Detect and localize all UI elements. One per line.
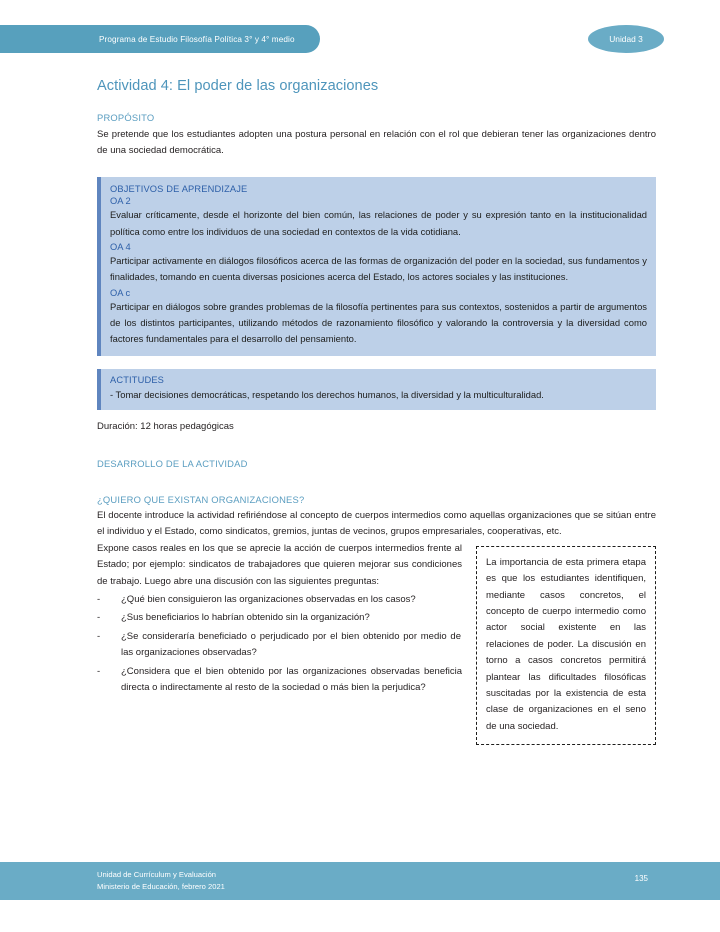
bullet-dash-icon: - [97, 665, 101, 677]
objectives-box [97, 177, 656, 356]
question-text-2: ¿Sus beneficiarios lo habrían obtenido sin la organización? [121, 612, 370, 624]
objectives-heading: OBJETIVOS DE APRENDIZAJE [110, 184, 248, 195]
list-item [97, 610, 462, 626]
proposito-text: Se pretende que los estudiantes adopten una postura personal en relación con el rol que debieran tener las organizaciones dentro de una sociedad democrática. [97, 129, 656, 157]
page-number: 135 [634, 874, 648, 883]
objective-text-oac: Participar en diálogos sobre grandes problemas de la filosofía pertinentes para sus contextos, sostenidos a partir de argumentos de los distintos participantes, utilizando métodos de razonamiento filosófico y valorando la controversia y la diversidad como factores fundamentales para el desarrollo del pensamiento. [110, 300, 647, 345]
objective-text-oa2: Evaluar críticamente, desde el horizonte del bien común, las relaciones de poder y su expresión tanto en la institucionalidad política como entre los individuos de una sociedad en contextos de la vida cotidiana. [110, 209, 647, 237]
development-paragraph-2: Expone casos reales en los que se aprecie la acción de cuerpos intermedios frente al Estado; por ejemplo: sindicatos de trabajadores que quieren mejorar sus condiciones de trabajo. Luego abre una discusión con las siguientes preguntas: [97, 542, 462, 587]
footer-institution [97, 869, 225, 893]
proposito-label: PROPÓSITO [97, 112, 155, 123]
footer-line-1: Unidad de Currículum y Evaluación [97, 870, 217, 879]
question-text-1: ¿Qué bien consiguieron las organizaciones observadas en los casos? [121, 594, 416, 606]
question-text-4: ¿Considera que el bien obtenido por las organizaciones observadas beneficia directa o indirectamente al resto de la sociedad o más bien la perjudica? [121, 665, 462, 694]
development-body [97, 508, 656, 749]
objective-text-oa4: Participar activamente en diálogos filosóficos acerca de las formas de organización del poder en la sociedad, sus fundamentos y finalidades, tomando en cuenta diversas posiciones acerca del Estado, los actores sociales y las instituciones. [110, 255, 647, 283]
header-program-bar [0, 25, 320, 53]
attitudes-heading: ACTITUDES [110, 375, 165, 386]
footer-line-2: Ministerio de Educación, febrero 2021 [97, 882, 225, 891]
list-item [97, 629, 462, 662]
attitudes-text: - Tomar decisiones democráticas, respetando los derechos humanos, la diversidad y la multiculturalidad. [110, 389, 544, 401]
teacher-note-box [476, 546, 656, 745]
list-item [97, 592, 462, 608]
objective-code-oa2: OA 2 [110, 196, 131, 207]
objective-code-oa4: OA 4 [110, 242, 131, 252]
development-subsection-label: ¿QUIERO QUE EXISTAN ORGANIZACIONES? [97, 493, 305, 505]
unit-badge-label: Unidad 3 [609, 34, 643, 44]
list-item [97, 664, 462, 697]
footer-bar [0, 862, 720, 900]
attitudes-box [97, 369, 656, 410]
development-section-label: DESARROLLO DE LA ACTIVIDAD [97, 457, 248, 469]
duration-text: Duración: 12 horas pedagógicas [97, 420, 234, 432]
question-text-3: ¿Se consideraría beneficiado o perjudicado por el bien obtenido por medio de las organizaciones observadas? [121, 630, 461, 659]
unit-badge [588, 25, 664, 53]
teacher-note-text: La importancia de esta primera etapa es que los estudiantes identifiquen, mediante casos concretos, el concepto de cuerpo intermedio como actor social existente en las relaciones de poder. La discusión en torno a casos concretos permitirá plantear las dificultades filosóficas suscitadas por la existencia de esta clase de organizaciones en el seno de una sociedad. [486, 556, 646, 732]
page-title: Actividad 4: El poder de las organizaciones [97, 78, 379, 94]
header-program-title: Programa de Estudio Filosofía Política 3° y 4° medio [99, 34, 295, 44]
page-content [97, 78, 656, 749]
bullet-dash-icon: - [97, 594, 101, 606]
bullet-dash-icon: - [97, 630, 101, 642]
bullet-dash-icon: - [97, 612, 101, 624]
objective-code-oac: OA c [110, 287, 131, 298]
development-paragraph-1: El docente introduce la actividad refiriéndose al concepto de cuerpos intermedios como aquellas organizaciones que se sitúan entre el individuo y el Estado, como sindicatos, gremios, juntas de vecinos, grupos empresariales, cooperativas, etc. [97, 509, 656, 538]
